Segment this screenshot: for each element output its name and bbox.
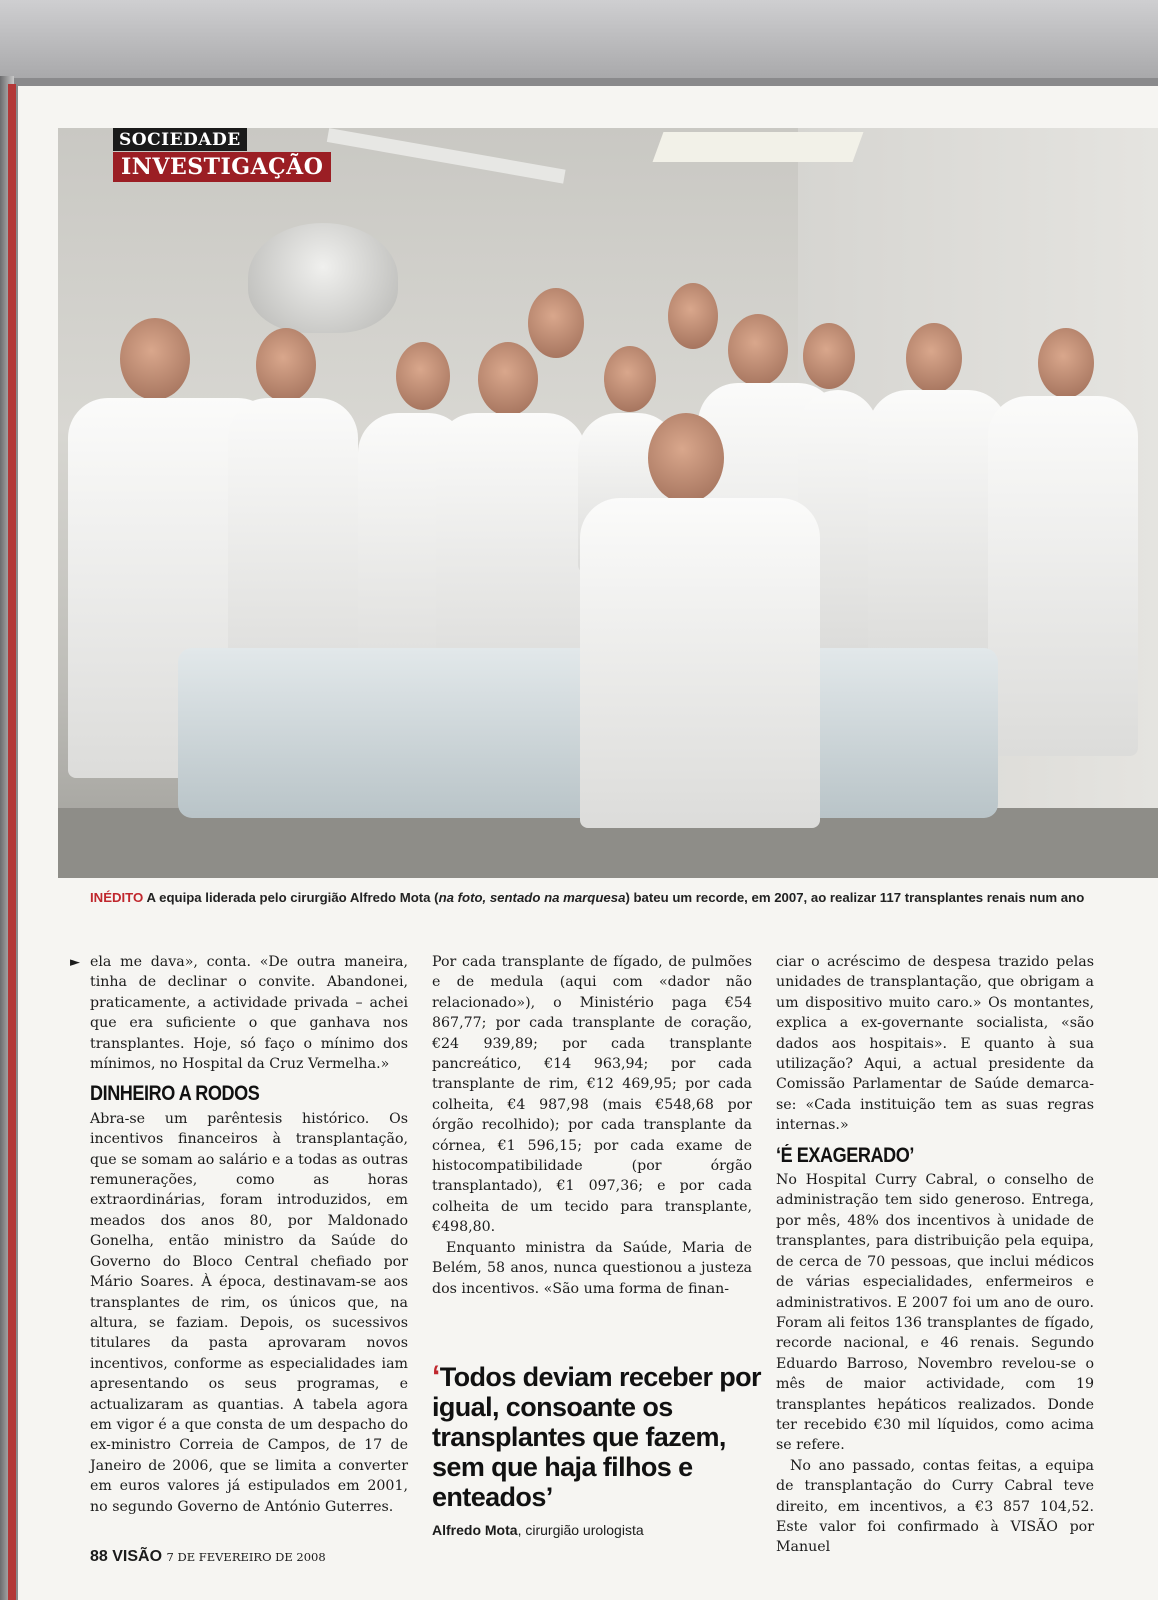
issue-date: 7 DE FEVEREIRO DE 2008	[166, 1550, 326, 1564]
subsection-label: INVESTIGAÇÃO	[113, 152, 331, 182]
page-number: 88	[90, 1548, 108, 1565]
magazine-page	[18, 86, 1158, 1600]
caption-text-2: ) bateu um recorde, em 2007, ao realizar 117 transplantes renais num ano	[625, 890, 1085, 905]
photo-seated-surgeon	[648, 413, 724, 503]
subheading: ‘É EXAGERADO’	[776, 1143, 914, 1167]
paragraph: No ano passado, contas feitas, a equipa de transplantação do Curry Cabral teve direito, em incentivos, a €3 857 104,52. Este valor foi confirmado à VISÃO por Manuel	[776, 1457, 1094, 1556]
continuation-arrow-icon: ►	[70, 955, 80, 970]
team-photo	[58, 128, 1158, 878]
photo-coat	[580, 498, 820, 828]
photo-person	[1038, 328, 1094, 398]
photo-lamp-arm	[327, 128, 566, 183]
pull-quote-text: Todos deviam receber por igual, consoante os transplantes que fazem, sem que haja filhos e enteados’	[432, 1362, 761, 1512]
photo-person	[668, 283, 718, 349]
quote-mark-icon: ‘	[432, 1360, 440, 1393]
photo-caption	[90, 890, 1150, 905]
paragraph: No Hospital Curry Cabral, o conselho de administração tem sido generoso. Entrega, por mês, 48% dos incentivos à unidade de transplantes, para distribuição pela equipa, de cerca de 70 pessoas, que inclui médicos de várias especialidades, enfermeiros e administrativos. E 2007 foi um ano de ouro. Foram ali feitos 136 transplantes de fígado, recorde nacional, e 46 renais. Segundo Eduardo Barroso, Novembro revelou-se o mês de maior actividade, com 19 transplantes hepáticos realizados. Donde ter recebido €30 mil líquidos, como acima se refere.	[776, 1172, 1094, 1454]
caption-italic: na foto, sentado na marquesa	[438, 890, 626, 905]
page-footer	[90, 1548, 326, 1566]
photo-person	[120, 318, 190, 400]
previous-page-edge	[8, 84, 16, 1600]
paragraph: Por cada transplante de fígado, de pulmões e de medula (aqui com «dador não relacionado»), o Ministério paga €54 867,77; por cada transplante de coração, €24 939,89; por cada transplante pancreático, €14 963,94; por cada transplante de rim, €12 469,95; por cada colheita, €4 987,98 (mais €548,68 por órgão recolhido); por cada transplante da córnea, €1 596,15; por cada exame de histocompatibilidade (por órgão transplantado), €1 097,36; e por cada colheita de um tecido para transplante, €498,80.	[432, 954, 752, 1236]
photo-coat	[868, 390, 1008, 660]
pull-quote	[432, 1362, 762, 1512]
subheading: DINHEIRO A RODOS	[90, 1082, 260, 1106]
magazine-name: VISÃO	[112, 1548, 163, 1565]
pull-quote-attribution	[432, 1522, 644, 1538]
photo-person	[256, 328, 316, 402]
photo-ceiling-light	[653, 132, 864, 162]
quote-author-role: , cirurgião urologista	[517, 1522, 644, 1538]
section-label: SOCIEDADE	[113, 128, 247, 151]
photo-surgical-lamp	[248, 223, 398, 333]
scan-background	[0, 0, 1158, 78]
section-kicker	[113, 128, 331, 182]
paragraph: Abra-se um parêntesis histórico. Os incentivos financeiros à transplantação, que se somam ao salário e a todas as outras remunerações, como as horas extraordinárias, foram introduzidos, em meados dos anos 80, por Maldonado Gonelha, então ministro da Saúde do Governo do Bloco Central chefiado por Mário Soares. À época, destinavam-se aos transplantes de rim, os únicos que, na altura, se faziam. Depois, os sucessivos titulares da pasta aprovaram novos incentivos, conforme as especialidades iam apresentando os seus programas, e actualizaram as quantias. A tabela agora em vigor é a que consta de um despacho do ex-ministro Correia de Campos, de 17 de Janeiro de 2006, que se limita a converter em euros valores já estipulados em 2001, no segundo Governo de António Guterres.	[90, 1110, 408, 1515]
article-column-2	[432, 952, 752, 1299]
caption-text-1: A equipa liderada pelo cirurgião Alfredo Mota (	[146, 890, 439, 905]
paragraph: ela me dava», conta. «De outra maneira, tinha de declinar o convite. Abandonei, praticamente, a actividade privada – achei que era suficiente o que ganhava nos transplantes. Hoje, só faço o mínimo dos mínimos, no Hospital da Cruz Vermelha.»	[90, 954, 408, 1073]
photo-person	[803, 323, 855, 389]
paragraph: ciar o acréscimo de despesa trazido pelas unidades de transplantação, que obrigam a um dispositivo muito caro.» Os montantes, explica a ex-governante socialista, «são dados aos hospitais». E quanto à sua utilização? Aqui, a actual presidente da Comissão Parlamentar de Saúde demarca-se: «Cada instituição tem as suas regras internas.»	[776, 954, 1094, 1134]
photo-person	[396, 342, 450, 410]
paragraph: Enquanto ministra da Saúde, Maria de Belém, 58 anos, nunca questionou a justeza dos incentivos. «São uma forma de finan-	[432, 1239, 752, 1297]
photo-coat	[436, 413, 586, 683]
photo-person	[906, 323, 962, 393]
photo-person	[728, 314, 788, 386]
article-column-1	[70, 952, 408, 1517]
photo-coat	[988, 396, 1138, 756]
photo-person	[604, 346, 656, 412]
photo-person	[528, 288, 584, 358]
photo-person	[478, 342, 538, 416]
caption-lead: INÉDITO	[90, 890, 144, 905]
photo-coat	[228, 398, 358, 688]
article-column-3	[776, 952, 1094, 1558]
quote-author: Alfredo Mota	[432, 1522, 518, 1538]
